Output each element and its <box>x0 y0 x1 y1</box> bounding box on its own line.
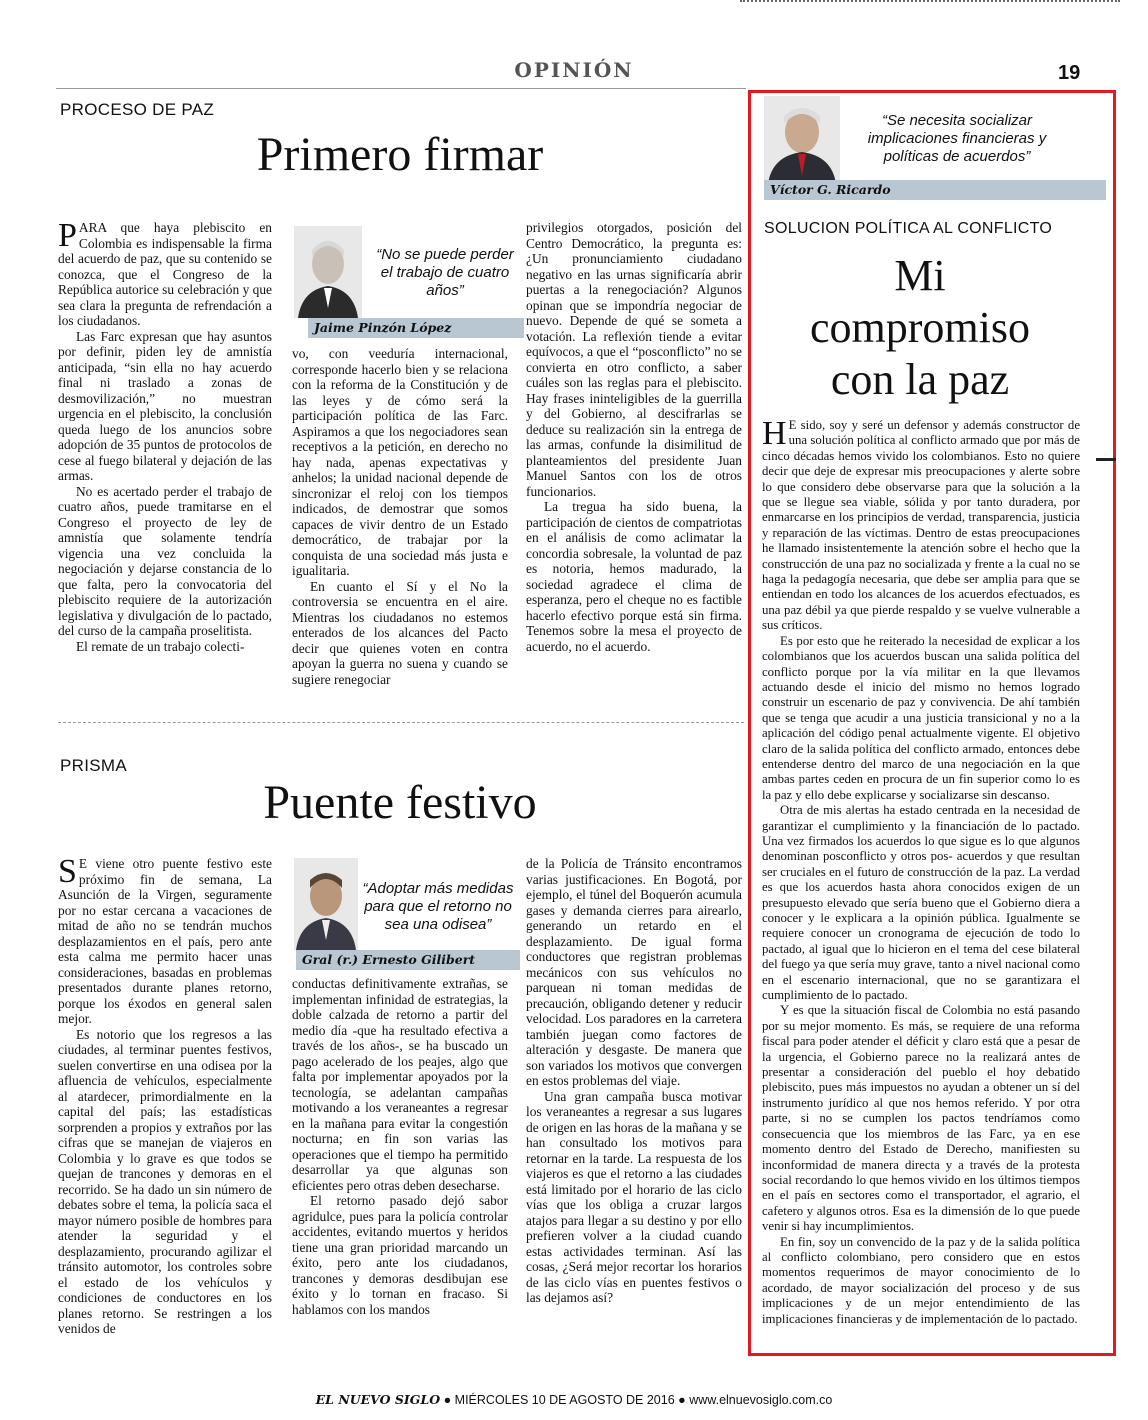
article2-author: Gral (r.) Ernesto Gilibert <box>296 950 520 970</box>
paragraph: vo, con veeduría internacional, corresponde hacerlo bien y se relaciona con la reforma de la Constitución y de las leyes y de cómo será la participación política de las Farc. Aspiramos a que los negociadores sean receptivos a la petición, en derecho no hay nada, apenas expectativas y anhelos; la unidad nacional depende de sincronizar el reloj con los tiempos indicados, de demostrar que somos capaces de vivir dentro de un Estado democrático, de trabajar por la conquista de una sociedad más justa e igualitaria. <box>292 346 508 578</box>
paragraph: privilegios otorgados, posición del Centro Democrático, la pregunta es: ¿Un pronunciamiento ciudadano negativo en las urnas significaría abrir puertas a la renegociación? Algunos opinan que se impondría negociar de nuevo. Depende de qué se someta a votación. La reflexión tiende a evitar equívocos, a que el “posconflicto” no se convierta en otro conflicto, a saber cuáles son las reglas para el plebiscito. Hay frases ininteligibles de la guerrilla y del Gobierno, al descifrarlas se deduce su realización sin la entrega de las armas, confunde la disimilitud de planteamientos del presidente Juan Manuel Santos con los de otros funcionarios. <box>526 220 742 499</box>
footer-date: MIÉRCOLES 10 DE AGOSTO DE 2016 <box>454 1393 675 1407</box>
title-line: con la paz <box>830 355 1010 404</box>
article1-title: Primero firmar <box>256 128 544 181</box>
paragraph: En fin, soy un convencido de la paz y de la salida política al conflicto colombiano, pero considero que en estos momentos requerimos de mayor conocimiento de lo acordado, de mayor socialización del proceso y de sus implicaciones y de un mejor entendimiento de las implicaciones financieras y de implementación de lo pactado. <box>762 1234 1080 1326</box>
paragraph: Es por esto que he reiterado la necesidad de explicar a los colombianos que los acuerdos buscan una salida política del conflicto porque por la vía militar en la que llevamos actuando desde el inicio del mismo no hemos logrado construir un escenario de paz y convivencia. De ahí también que se tenga que acudir a una justicia transicional y no a la aplicación del código penal actualmente vigente. El objetivo claro de la salida política del conflicto armado, entonces debe entenderse dentro del marco de una negociación en la que ambas partes ceden en procura de un fin superior como lo es la paz y ello debe explicarse y socializarse sin descanso. <box>762 633 1080 802</box>
title-line: compromiso <box>810 303 1030 352</box>
footer-bullet: ● <box>443 1393 452 1407</box>
article1-pull-quote: “No se puede perder el trabajo de cuatro años” <box>376 246 514 299</box>
paragraph: ARA que haya plebiscito en Colombia es indispensable la firma del acuerdo de paz, que su contenido se conozca, que el Congreso de la República autorice su celebración y que sea clara la pregunta de refrendación a los ciudadanos. <box>58 220 272 328</box>
author-portrait <box>294 226 362 318</box>
article1-kicker: PROCESO DE PAZ <box>60 100 215 119</box>
article1-column-2 <box>292 346 508 698</box>
footer-bullet: ● <box>678 1393 686 1407</box>
drop-cap: S <box>58 856 77 890</box>
article2-kicker: PRISMA <box>60 756 127 775</box>
paragraph: Es notorio que los regresos a las ciudades, al terminar puentes festivos, suelen convertirse en una odisea por la afluencia de vehículos, especialmente al atardecer, primordialmente en la capital del país; las estadísticas sorprenden a propios y extraños por las cifras que se manejan de viajeros en Colombia y lo grave es que todos se quejan de trancones y demoras en el recorrido. Se ha dado un sin número de debates sobre el tema, la policía saca el mayor número posible de hombres para atender la seguridad y el desplazamiento, procurando agilizar el tránsito automotor, los controles sobre el estado de los vehículos y condiciones de conductores en los planes retorno. Se restringen a los venidos de <box>58 1026 272 1336</box>
portrait-drawing <box>294 858 358 950</box>
paragraph: Las Farc expresan que hay asuntos por definir, piden ley de amnistía anticipada, “sin ella no hay acuerdo final ni traslado a zonas de desmovilización,” no muestran urgencia en el plebiscito, la conclusión queda luego de los anuncios sobre adopción de 35 puntos de protocolos de cese al fuego bilateral y dejación de las armas. <box>58 328 272 483</box>
article-divider <box>58 722 744 723</box>
paragraph: En cuanto el Sí y el No la controversia se encuentra en el aire. Mientras los ciudadanos no estemos enterados de los alcances del Pacto decir que quienes voten en contra apoyan la guerra no suena y cuando se sugiere renegociar <box>292 578 508 687</box>
paragraph: Otra de mis alertas ha estado centrada en la necesidad de garantizar el cumplimiento y la financiación de lo pactado. Una vez firmados los acuerdos lo que sigue es lo que algunos denominan posconflicto y otros pos- acuerdos y que resultan ser cruciales en el futuro de construcción de la paz. La verdad es que los acuerdos hasta ahora conocidos exigen de un presupuesto elevado que sería bueno que el Gobierno diera a conocer y le explicara a la opinión pública. Igualmente se requiere conocer un cronograma de ejecución de todo lo pactado, al igual que lo hicieron en el tema del cese bilateral del fuego ya que sería muy grave, tanto a nivel nacional como en el escenario internacional, que no se garantizara el cumplimiento de lo pactado. <box>762 803 1080 1003</box>
drop-cap: H <box>762 418 787 452</box>
title-line: Mi <box>894 251 946 300</box>
paragraph: El remate de un trabajo colecti- <box>76 638 245 654</box>
article1-author: Jaime Pinzón López <box>308 318 524 338</box>
paragraph: de la Policía de Tránsito encontramos varias justificaciones. En Bogotá, por ejemplo, el túnel del Boquerón acumula gases y demanda cierres para airearlo, generando un retardo en el desplazamiento. De igual forma conductores que registran problemas mecánicos con sus vehículos no parquean ni toman medidas de precaución, obligando detener y reducir velocidad. Los paradores en la carretera también juegan como factores de alteración y desgaste. De manera que son variados los motivos que convergen en estos problemas del viaje. <box>526 856 742 1088</box>
paragraph: No es acertado perder el trabajo de cuatro años, puede tramitarse en el Congreso el proyecto de ley de amnistía que solamente tendría vigencia una vez concluida la negociación y dejarse constancia de lo que falta, pero la convocatoria del plebiscito requiere de la autorización legislativa y divulgación de lo pactado, del curso de la campaña proselitista. <box>58 483 272 638</box>
paragraph: E sido, soy y seré un defensor y además constructor de una solución política al conflicto armado que por más de cinco décadas hemos vivido los colombianos. Esto no quiere decir que deje de expresar mis preocupaciones y alerte sobre lo que considero debe observarse para que la solución a la que se llegue sea viable, sólida y por tanto duradera, por enmarcarse en los principios de verdad, transparencia, justicia y reparación de las víctimas. Dentro de estas preocupaciones he llamado insistentemente la atención sobre el hecho que la construcción de una paz no socializada y frente a la cual no se haga la pedagogía necesaria, que debe ser amplia para que se entiendan en todo los alcances de los acuerdos efectuados, es una paz débil ya que pierde respaldo y se vuelve vulnerable a sus críticos. <box>762 418 1080 633</box>
paragraph: Una gran campaña busca motivar los veraneantes a regresar a sus lugares de origen en las horas de la mañana y se han consultado los motivos para retornar en la tarde. La respuesta de los viajeros es que el retorno a las ciudades está limitado por el horario de las ciclo vías que los obliga a cruzar largos atajos para llegar a su destino y por ello prefieren volver a la ciudad cuando estas actividades terminan. Así las cosas, ¿Será mejor recortar los horarios de las ciclo vías en puentes festivos o las dejamos así? <box>526 1088 742 1305</box>
article3-pull-quote: “Se necesita socializar implicaciones financieras y políticas de acuerdos” <box>867 112 1047 165</box>
article3-kicker: SOLUCION POLÍTICA AL CONFLICTO <box>764 220 1053 237</box>
portrait-drawing <box>294 226 362 318</box>
margin-mark <box>1096 458 1116 461</box>
paragraph: E viene otro puente festivo este próximo fin de semana, La Asunción de la Virgen, seguramente por no estar cercana a vacaciones de mitad de año no se tendrán muchos desplazamientos en el país, pero ante esta calma me permito hacer unas consideraciones, basadas en problemas presentados durante planes retorno, porque los éxodos en general salen mejor. <box>58 856 272 1026</box>
paragraph: conductas definitivamente extrañas, se implementan infinidad de estrategias, la doble calzada de retorno a partir del medio día -que ha resultado efectiva a través de los años-, se ha buscado un pago acelerado de los peajes, algo que falta por implementar apoyados por la tecnología, se adelantan campañas motivando a los veraneantes a regresar en la mañana para evitar la congestión nocturna; en fin son varias las operaciones que el tiempo ha permitido desarrollar ya que algunas son eficientes pero otras deben desecharse. <box>292 976 508 1193</box>
paragraph: La tregua ha sido buena, la participación de cientos de compatriotas en el análisis de como aclimatar la concordia sobresale, la voluntad de paz es notoria, hemos madurado, la sociedad agradece el clima de esperanza, pero el cheque no es factible hacerlo efectivo porque está sin firma. Tenemos sobre la mesa el proyecto de acuerdo, no el acuerdo. <box>526 499 742 654</box>
article2-pull-quote: “Adoptar más medidas para que el retorno no sea una odisea” <box>362 880 514 933</box>
footer-brand: EL NUEVO SIGLO <box>315 1392 441 1407</box>
page-number: 19 <box>1058 62 1081 84</box>
article2-column-3 <box>526 856 742 1346</box>
paragraph: El retorno pasado dejó sabor agridulce, pues para la policía controlar accidentes, evitando muertos y heridos tiene una gran prioridad marcando un éxito, pero ante los ciudadanos, trancones y demoras desdibujan ese éxito y lo tornan en fracaso. Si hablamos con los mandos <box>292 1193 508 1317</box>
paragraph: Y es que la situación fiscal de Colombia no está pasando por su mejor momento. Es más, se requiere de una reforma fiscal para poder atender el déficit y claro está que a pesar de la urgencia, el Gobierno parece no la realizará antes de presentar a consideración del pueblo el hoy debatido plebiscito, pues más impuestos no ayudan a obtener un sí del instrumento jurídico al que nos hemos referido. Y por otra parte, si no se cumplen los pactos tendríamos como consecuencia que los miembros de las Farc, ya en ese momento dentro del Estado de Derecho, manifiesten su inconformidad de manera directa y a través de la protesta social recordando lo que hemos vivido en los últimos tiempos en el país en sectores como el transportador, el agrario, el cafetero y algunos otros. Esa es la dimensión de lo que puede venir si hay incumplimientos. <box>762 1003 1080 1234</box>
article3-author: Víctor G. Ricardo <box>764 180 1106 200</box>
article2-column-2 <box>292 976 508 1346</box>
article2-title: Puente festivo <box>263 776 537 829</box>
article1-column-3 <box>526 220 742 700</box>
header-rule <box>56 88 746 89</box>
top-dotted-line <box>740 0 1120 6</box>
page-footer <box>0 1392 1148 1407</box>
author-portrait <box>294 858 358 950</box>
article1-column-1 <box>58 220 272 700</box>
article2-column-1 <box>58 856 272 1346</box>
highlight-box <box>748 90 1116 1356</box>
drop-cap: P <box>58 220 77 254</box>
footer-url: www.elnuevosiglo.com.co <box>689 1393 833 1407</box>
section-name: OPINIÓN <box>514 58 634 82</box>
